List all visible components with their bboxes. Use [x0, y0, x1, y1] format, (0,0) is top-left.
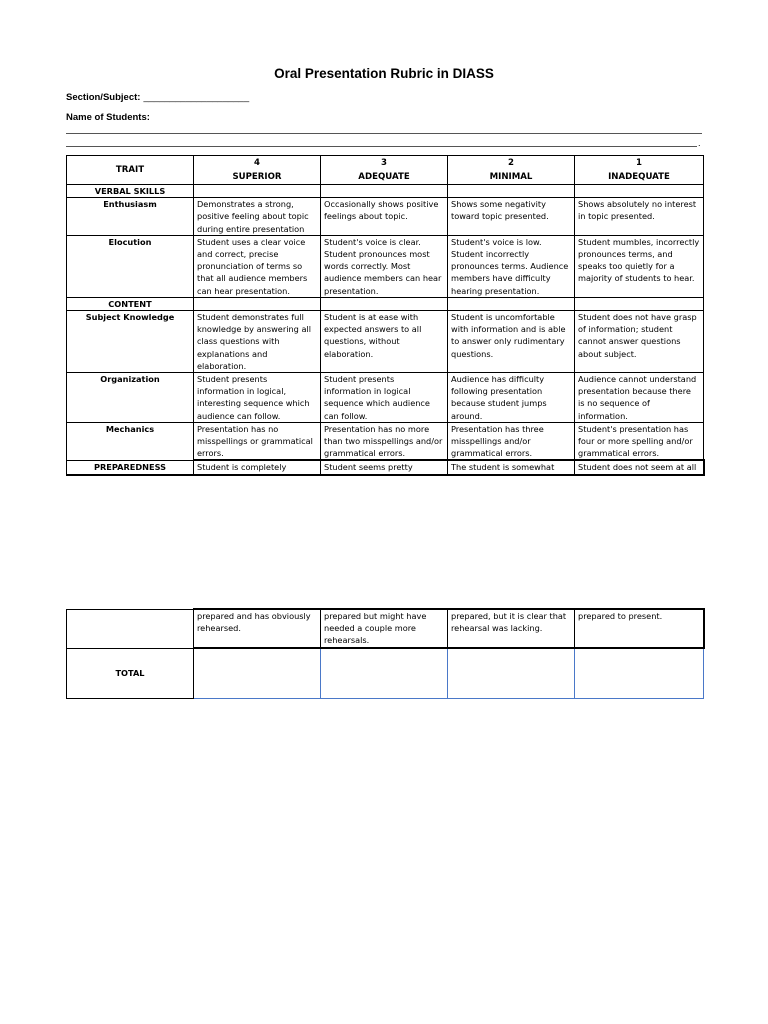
student-names-line-2: [66, 146, 697, 147]
table-cell: Demonstrates a strong, positive feeling about topic during entire presentation: [194, 198, 321, 236]
header-row: [67, 156, 704, 185]
table-cell: [321, 185, 448, 198]
rubric-table-continued: [66, 608, 705, 699]
table-cell: prepared but might have needed a couple more rehearsals.: [321, 609, 448, 648]
table-cell: prepared and has obviously rehearsed.: [194, 609, 321, 648]
table-cell: Audience cannot understand presentation because there is no sequence of information.: [575, 373, 704, 423]
table-row-mechanics: [67, 422, 704, 460]
rubric-table: [66, 155, 705, 476]
table-row-total: [67, 648, 704, 698]
table-row-preparedness: [67, 460, 704, 474]
table-row-subject-knowledge: [67, 311, 704, 373]
total-score-cell: [575, 648, 704, 698]
header-score: 3: [381, 158, 387, 168]
section-label-content: CONTENT: [67, 297, 194, 310]
header-score: 2: [508, 158, 514, 168]
table-cell: prepared to present.: [575, 609, 704, 648]
header-level: SUPERIOR: [232, 172, 282, 182]
trait-enthusiasm: Enthusiasm: [67, 198, 194, 236]
header-level: ADEQUATE: [358, 172, 410, 182]
header-superior: [194, 156, 321, 185]
section-label-verbal: VERBAL SKILLS: [67, 185, 194, 198]
student-names-line-end: .: [698, 138, 701, 148]
table-cell: [575, 185, 704, 198]
trait-mechanics: Mechanics: [67, 422, 194, 460]
total-score-cell: [448, 648, 575, 698]
table-cell: Shows absolutely no interest in topic presented.: [575, 198, 704, 236]
table-cell: [575, 297, 704, 310]
table-cell: Shows some negativity toward topic presented.: [448, 198, 575, 236]
document-title: Oral Presentation Rubric in DIASS: [274, 66, 494, 81]
table-cell: [448, 185, 575, 198]
table-cell: Audience has difficulty following presentation because student jumps around.: [448, 373, 575, 423]
table-cell: Student is uncomfortable with information and is able to answer only rudimentary questions.: [448, 311, 575, 373]
table-cell: [448, 297, 575, 310]
header-score: 4: [254, 158, 260, 168]
table-row-elocution: [67, 235, 704, 297]
table-cell: The student is somewhat: [448, 460, 575, 474]
table-cell: Student does not have grasp of information; student cannot answer questions about subject.: [575, 311, 704, 373]
table-row-preparedness-continued: [67, 609, 704, 648]
student-names-line-1: [66, 133, 702, 134]
section-subject-blank: ____________________: [143, 92, 250, 103]
table-row-organization: [67, 373, 704, 423]
table-cell: Student mumbles, incorrectly pronounces terms, and speaks too quietly for a majority of students to hear.: [575, 235, 704, 297]
table-cell: Occasionally shows positive feelings about topic.: [321, 198, 448, 236]
table-cell: Student uses a clear voice and correct, precise pronunciation of terms so that all audience members can hear presentation.: [194, 235, 321, 297]
table-cell: Student's voice is clear. Student pronounces most words correctly. Most audience members can hear presentation.: [321, 235, 448, 297]
table-cell: [194, 297, 321, 310]
table-cell: Presentation has no more than two misspellings and/or grammatical errors.: [321, 422, 448, 460]
header-level: INADEQUATE: [608, 172, 670, 182]
table-cell: Student is at ease with expected answers to all questions, without elaboration.: [321, 311, 448, 373]
table-cell: [321, 297, 448, 310]
table-cell: Student is completely: [194, 460, 321, 474]
header-inadequate: [575, 156, 704, 185]
header-trait: TRAIT: [67, 156, 194, 185]
table-cell: Student presents information in logical, interesting sequence which audience can follow.: [194, 373, 321, 423]
table-cell: Student's presentation has four or more spelling and/or grammatical errors.: [575, 422, 704, 460]
table-cell: Student demonstrates full knowledge by answering all class questions with explanations and elaboration.: [194, 311, 321, 373]
trait-elocution: Elocution: [67, 235, 194, 297]
trait-preparedness: PREPAREDNESS: [67, 460, 194, 474]
trait-organization: Organization: [67, 373, 194, 423]
student-names-label: Name of Students:: [66, 112, 150, 123]
table-cell: Presentation has no misspellings or grammatical errors.: [194, 422, 321, 460]
header-minimal: [448, 156, 575, 185]
header-adequate: [321, 156, 448, 185]
section-subject-field: [66, 92, 249, 103]
table-cell: [194, 185, 321, 198]
table-cell: prepared, but it is clear that rehearsal was lacking.: [448, 609, 575, 648]
section-row-content: [67, 297, 704, 310]
table-row-enthusiasm: [67, 198, 704, 236]
total-score-cell: [321, 648, 448, 698]
total-score-cell: [194, 648, 321, 698]
table-cell: Student's voice is low. Student incorrectly pronounces terms. Audience members have difficulty hearing presentation.: [448, 235, 575, 297]
section-row-verbal: [67, 185, 704, 198]
table-cell: Student seems pretty: [321, 460, 448, 474]
trait-subject-knowledge: Subject Knowledge: [67, 311, 194, 373]
table-cell: Presentation has three misspellings and/or grammatical errors.: [448, 422, 575, 460]
header-level: MINIMAL: [489, 172, 533, 182]
table-cell: Student presents information in logical sequence which audience can follow.: [321, 373, 448, 423]
table-cell: [67, 609, 194, 648]
trait-total: TOTAL: [67, 648, 194, 698]
table-cell: Student does not seem at all: [575, 460, 704, 474]
section-subject-label: Section/Subject:: [66, 92, 141, 103]
header-score: 1: [636, 158, 642, 168]
